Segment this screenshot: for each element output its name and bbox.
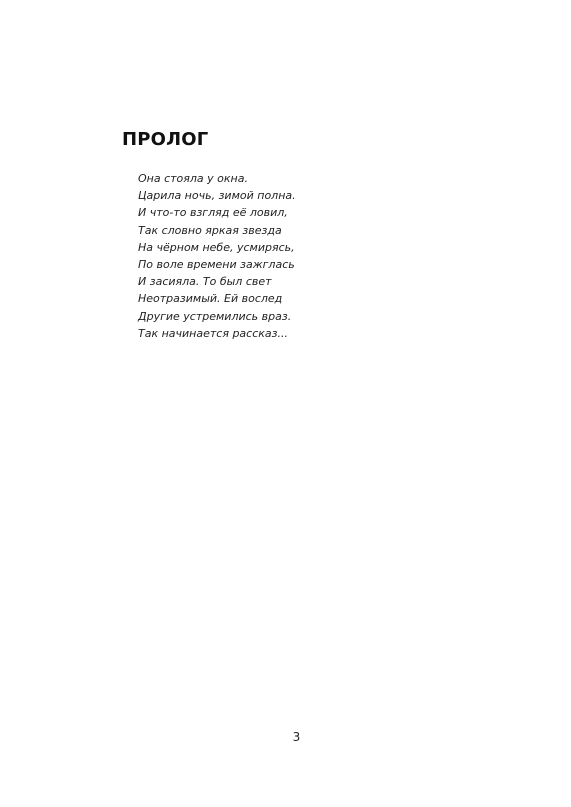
poem-line: На чёрном небе, усмирясь,	[138, 240, 295, 254]
poem-line: По воле времени зажглась	[138, 258, 295, 272]
poem-line: И засияла. То был свет	[138, 275, 272, 289]
poem-stanza	[138, 170, 296, 342]
poem-line: И что-то взгляд её ловил,	[138, 206, 288, 220]
poem-line: Царила ночь, зимой полна.	[138, 189, 296, 203]
poem-line: Она стояла у окна.	[138, 172, 248, 185]
poem-line: Так начинается рассказ...	[138, 326, 288, 340]
poem-line: Так словно яркая звезда	[138, 223, 282, 237]
chapter-title: ПРОЛОГ	[122, 129, 209, 150]
poem-line: Другие устремились враз.	[138, 309, 292, 323]
page-number: 3	[292, 730, 301, 744]
poem-line: Неотразимый. Ей вослед	[138, 292, 283, 306]
